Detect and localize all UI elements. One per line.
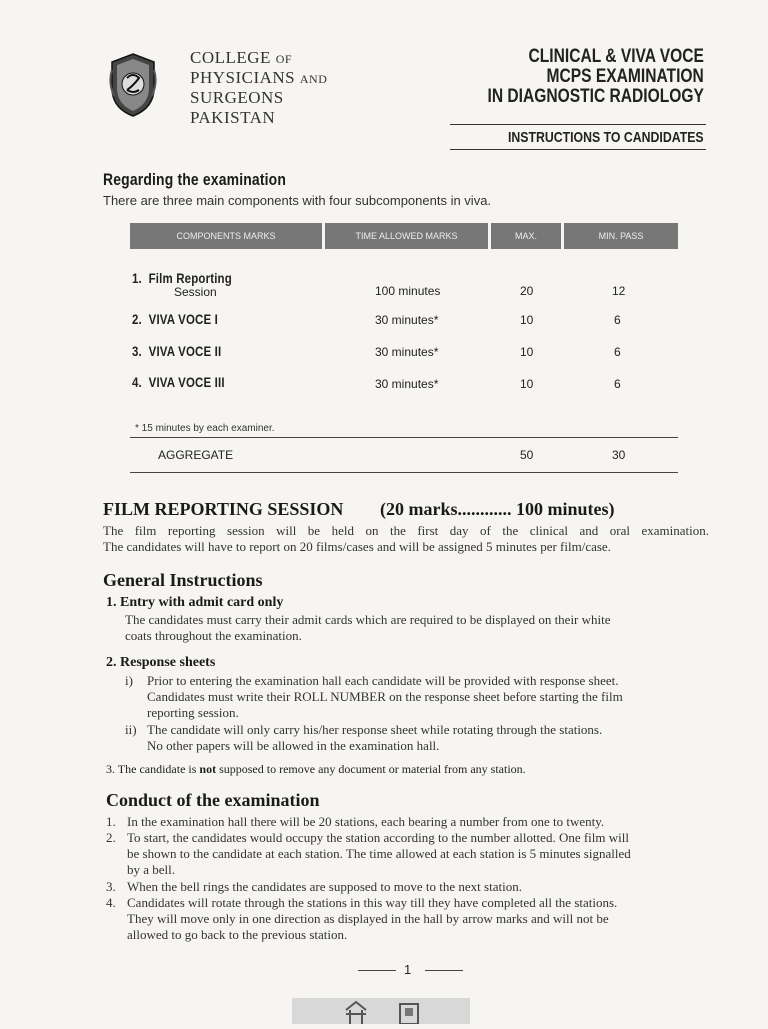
exam-title-line-2: MCPS EXAMINATION <box>546 66 704 87</box>
col-header-time: TIME ALLOWED MARKS <box>325 223 488 249</box>
row-2-time: 30 minutes* <box>375 313 439 327</box>
row-1-min: 12 <box>612 284 626 298</box>
row-3-label: 3. VIVA VOCE II <box>132 343 222 359</box>
page-number-rule-left <box>358 970 396 971</box>
general-item-2-ii-marker: ii) <box>125 722 137 737</box>
row-2-min: 6 <box>614 313 621 327</box>
exam-heading: Regarding the examination <box>103 170 287 189</box>
row-1-sublabel: Session <box>174 285 217 299</box>
general-item-2-ii-line-1: The candidate will only carry his/her response sheet while rotating through the stations. <box>147 722 603 737</box>
conduct-item-1-line-1: In the examination hall there will be 20 stations, each bearing a number from one to twenty. <box>127 814 605 829</box>
row-4-max: 10 <box>520 377 534 391</box>
page-number: 1 <box>404 962 412 977</box>
row-4-label: 4. VIVA VOCE III <box>132 374 225 390</box>
exam-title-line-3: IN DIAGNOSTIC RADIOLOGY <box>487 86 704 107</box>
exam-intro: There are three main components with four subcomponents in viva. <box>103 193 492 208</box>
row-1-label: 1. Film Reporting <box>132 270 232 286</box>
row-2-label: 2. VIVA VOCE I <box>132 311 219 327</box>
conduct-item-2-number: 2. <box>106 830 116 845</box>
table-footnote: * 15 minutes by each examiner. <box>135 423 275 434</box>
film-line-2: The candidates will have to report on 20 films/cases and will be assigned 5 minutes per film/case. <box>103 539 611 554</box>
col-header-max: MAX. <box>491 223 561 249</box>
general-item-2-i-line-3: reporting session. <box>147 705 239 720</box>
col-header-min-pass: MIN. PASS <box>564 223 678 249</box>
general-item-2-i-line-2: Candidates must write their ROLL NUMBER on the response sheet before starting the film <box>147 689 623 704</box>
page-number-rule-right <box>425 970 463 971</box>
conduct-heading: Conduct of the examination <box>106 790 320 810</box>
row-3-min: 6 <box>614 345 621 359</box>
row-4-min: 6 <box>614 377 621 391</box>
college-name-line-3: SURGEONS <box>190 88 284 107</box>
aggregate-min: 30 <box>612 448 626 462</box>
conduct-item-2-line-3: by a bell. <box>127 862 176 877</box>
general-item-2-title: 2. Response sheets <box>106 655 216 670</box>
aggregate-rule-top <box>130 437 678 438</box>
film-heading-left: FILM REPORTING SESSION <box>103 499 344 519</box>
row-1-time: 100 minutes <box>375 284 441 298</box>
title-rule-top <box>450 124 706 125</box>
general-item-1-title: 1. Entry with admit card only <box>106 595 284 610</box>
row-3-time: 30 minutes* <box>375 345 439 359</box>
conduct-item-1-number: 1. <box>106 814 116 829</box>
row-1-max: 20 <box>520 284 534 298</box>
film-line-1: The film reporting session will be held on the first day of the clinical and oral examination. <box>103 523 709 538</box>
general-item-1-line-2: coats throughout the examination. <box>125 628 302 643</box>
row-2-max: 10 <box>520 313 534 327</box>
row-4-time: 30 minutes* <box>375 377 439 391</box>
conduct-item-4-line-3: allowed to go back to the previous station. <box>127 927 348 942</box>
general-heading: General Instructions <box>103 570 263 590</box>
general-item-2-ii-line-2: No other papers will be allowed in the examination hall. <box>147 738 440 753</box>
conduct-item-2-line-1: To start, the candidates would occupy the station according to the number allotted. One film will <box>127 830 629 845</box>
conduct-item-4-number: 4. <box>106 895 116 910</box>
conduct-item-2-line-2: be shown to the candidate at each station. The time allowed at each station is 5 minutes signalled <box>127 846 631 861</box>
college-name-line-1: COLLEGE OF <box>190 48 293 67</box>
col-header-components: COMPONENTS MARKS <box>130 223 322 249</box>
college-seal-logo <box>108 52 158 118</box>
instructions-subtitle: INSTRUCTIONS TO CANDIDATES <box>508 129 704 146</box>
conduct-item-4-line-1: Candidates will rotate through the stations in this way till they have completed all the stations. <box>127 895 618 910</box>
conduct-item-3-line-1: When the bell rings the candidates are supposed to move to the next station. <box>127 879 522 894</box>
general-item-1-line-1: The candidates must carry their admit cards which are required to be displayed on their white <box>125 612 611 627</box>
aggregate-max: 50 <box>520 448 534 462</box>
general-item-3: 3. The candidate is not supposed to remove any document or material from any station. <box>106 762 526 776</box>
conduct-item-3-number: 3. <box>106 879 116 894</box>
row-3-max: 10 <box>520 345 534 359</box>
aggregate-rule-bottom <box>130 472 678 473</box>
college-name-line-4: PAKISTAN <box>190 108 276 127</box>
general-item-2-i-marker: i) <box>125 673 133 688</box>
conduct-item-4-line-2: They will move only in one direction as displayed in the hall by arrow marks and will not be <box>127 911 609 926</box>
title-rule-bottom <box>450 149 706 150</box>
film-heading-right: (20 marks............ 100 minutes) <box>380 499 615 519</box>
general-item-2-i-line-1: Prior to entering the examination hall each candidate will be provided with response sheet. <box>147 673 619 688</box>
college-name-line-2: PHYSICIANS AND <box>190 68 328 87</box>
bottom-cropped-graphic <box>292 998 470 1024</box>
aggregate-label: AGGREGATE <box>158 448 234 462</box>
exam-title-line-1: CLINICAL & VIVA VOCE <box>528 46 704 67</box>
